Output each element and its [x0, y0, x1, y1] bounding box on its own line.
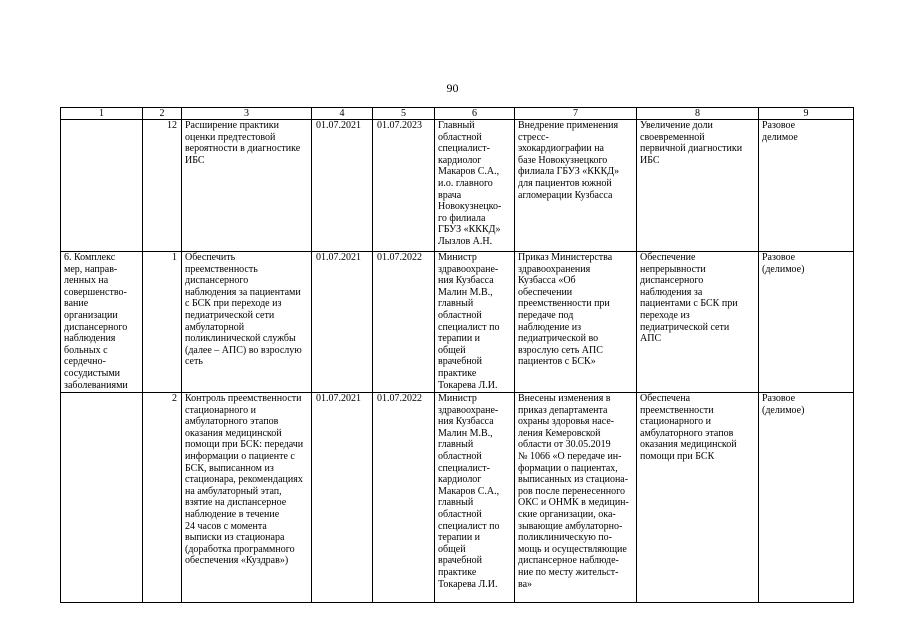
responsible-cell: Министр здравоохране- ния Кузбасса Малин М.В., главный областной специалист по терапии и общей врачебной практике Токарева Л.И. [435, 252, 515, 393]
effect-cell: Обеспечение непрерывности диспансерного наблюдения за пациентами с БСК при переходе из педиатрической сети АПС [637, 252, 759, 393]
section-cell [61, 120, 143, 252]
type-cell: Разовое (делимое) [759, 393, 854, 603]
item-number-cell: 12 [143, 120, 182, 252]
start-date-cell: 01.07.2021 [312, 120, 373, 252]
header-cell: 2 [143, 108, 182, 120]
table-row [61, 393, 854, 603]
end-date-cell: 01.07.2022 [373, 393, 435, 603]
header-cell: 1 [61, 108, 143, 120]
activities-table [60, 107, 854, 603]
effect-cell: Обеспечена преемственности стационарного и амбулаторного этапов оказания медицинской помощи при БСК [637, 393, 759, 603]
header-cell: 9 [759, 108, 854, 120]
item-number-cell: 1 [143, 252, 182, 393]
header-cell: 5 [373, 108, 435, 120]
measure-cell: Обеспечить преемственность диспансерного наблюдения за пациентами с БСК при переходе из педиатрической сети амбулаторной поликлинической службы (далее – АПС) во взрослую сеть [182, 252, 312, 393]
page-number: 90 [446, 81, 459, 95]
end-date-cell: 01.07.2023 [373, 120, 435, 252]
start-date-cell: 01.07.2021 [312, 252, 373, 393]
header-cell: 8 [637, 108, 759, 120]
header-cell: 6 [435, 108, 515, 120]
header-cell: 4 [312, 108, 373, 120]
result-cell: Приказ Министерства здравоохранения Кузбасса «Об обеспечении преемственности при передаче под наблюдение из педиатрической во взрослую сеть АПС пациентов с БСК» [515, 252, 637, 393]
type-cell: Разовое (делимое) [759, 252, 854, 393]
result-cell: Внесены изменения в приказ департамента охраны здоровья насе- ления Кемеровской области от 30.05.2019 № 1066 «О передаче ин- формации о пациентах, выписанных из стациона- ров после перенесенного ОКС и ОНМК в медицин- ские организации, ока- зывающие амбулаторно- поликлиническую по- мощь и осуществляющие диспансерное наблюде- ние по месту жительст- ва» [515, 393, 637, 603]
result-cell: Внедрение применения стресс- эхокардиографии на базе Новокузнецкого филиала ГБУЗ «КККД» для пациентов южной агломерации Кузбасса [515, 120, 637, 252]
responsible-cell: Министр здравоохране- ния Кузбасса Малин М.В., главный областной специалист- кардиолог Макаров С.А., главный областной специалист по терапии и общей врачебной практике Токарева Л.И. [435, 393, 515, 603]
table-row [61, 252, 854, 393]
item-number-cell: 2 [143, 393, 182, 603]
section-cell: 6. Комплекс мер, направ- ленных на совершенство- вание организации диспансерного наблюдения больных с сердечно- сосудистыми заболеваниями [61, 252, 143, 393]
responsible-cell: Главный областной специалист- кардиолог Макаров С.А., и.о. главного врача Новокузнецко- го филиала ГБУЗ «КККД» Лызлов А.Н. [435, 120, 515, 252]
header-cell: 7 [515, 108, 637, 120]
header-cell: 3 [182, 108, 312, 120]
section-cell [61, 393, 143, 603]
type-cell: Разовое делимое [759, 120, 854, 252]
measure-cell: Контроль преемственности стационарного и амбулаторного этапов оказания медицинской помощи при БСК: передачи информации о пациенте с БСК, выписанном из стационара, рекомендациях на амбулаторный этап, взятие на диспансерное наблюдение в течение 24 часов с момента выписки из стационара (доработка программного обеспечения «Куздрав») [182, 393, 312, 603]
table-header-row [61, 108, 854, 120]
end-date-cell: 01.07.2022 [373, 252, 435, 393]
table-row [61, 120, 854, 252]
start-date-cell: 01.07.2021 [312, 393, 373, 603]
effect-cell: Увеличение доли своевременной первичной диагностики ИБС [637, 120, 759, 252]
measure-cell: Расширение практики оценки предтестовой вероятности в диагностике ИБС [182, 120, 312, 252]
